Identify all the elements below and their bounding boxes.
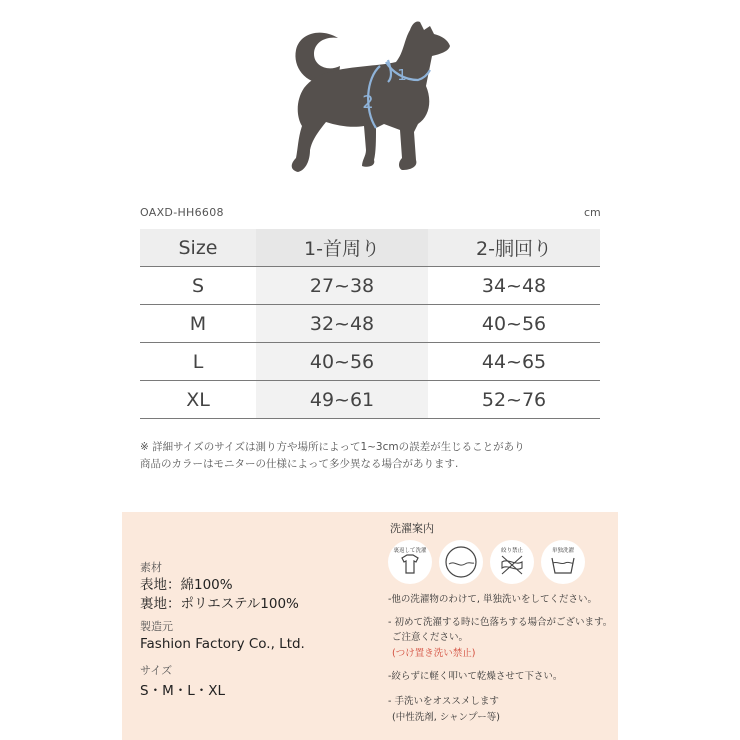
care-line: ご注意ください。: [392, 632, 469, 643]
size-table-header: [140, 229, 600, 267]
size-cell: M: [140, 305, 256, 343]
table-row: [140, 267, 600, 305]
neck-cell: 49~61: [256, 381, 428, 419]
hand-wash-icon: [388, 540, 432, 584]
chest-cell: 44~65: [428, 343, 600, 381]
care-line: - 手洗いをオススメします: [388, 696, 499, 707]
chest-cell: 34~48: [428, 267, 600, 305]
manufacturer-label: 製造元: [140, 620, 173, 633]
product-code: OAXD-HH6608: [140, 206, 224, 219]
material-label: 素材: [140, 561, 162, 574]
neck-marker: 1: [397, 66, 407, 84]
size-cell: S: [140, 267, 256, 305]
material-outer: 表地：綿100%: [140, 577, 233, 593]
material-lining: 裏地：ポリエステル100%: [140, 596, 299, 612]
icon-caption: ドライ: [452, 552, 470, 559]
size-cell: XL: [140, 381, 256, 419]
neck-cell: 27~38: [256, 267, 428, 305]
sizes-label: サイズ: [140, 664, 173, 677]
size-notes: [140, 439, 525, 473]
no-wring-icon: [490, 540, 534, 584]
chest-cell: 52~76: [428, 381, 600, 419]
neck-cell: 40~56: [256, 343, 428, 381]
size-table: [140, 229, 600, 419]
sizes-value: S・M・L・XL: [140, 683, 226, 699]
chest-cell: 40~56: [428, 305, 600, 343]
note-line: ※ 詳細サイズのサイズは測り方や場所によって1~3cmの誤差が生じることがあり: [140, 441, 525, 453]
table-row: [140, 381, 600, 419]
hand-wash-basin-icon: [541, 540, 585, 584]
manufacturer-value: Fashion Factory Co., Ltd.: [140, 636, 305, 652]
icon-caption: 絞り禁止: [500, 548, 523, 554]
dry-clean-icon: [439, 540, 483, 584]
header-size: Size: [140, 229, 256, 267]
table-row: [140, 343, 600, 381]
dog-measurement-diagram: [0, 0, 740, 190]
care-line: -絞らずに軽く叩いて乾燥させて下さい。: [388, 671, 563, 682]
size-cell: L: [140, 343, 256, 381]
chest-marker: 2: [362, 92, 374, 113]
care-line: (中性洗剤, シャンプー等): [392, 712, 500, 723]
product-info-panel: [122, 512, 618, 740]
care-line: - 初めて洗濯する時に色落ちする場合がございます。: [388, 617, 613, 628]
icon-caption: 裏返して洗濯: [393, 548, 427, 554]
note-line: 商品のカラーはモニターの仕様によって多少異なる場合があります.: [140, 458, 459, 470]
header-chest: 2-胴回り: [428, 229, 600, 267]
neck-cell: 32~48: [256, 305, 428, 343]
unit-label: cm: [584, 206, 601, 219]
table-row: [140, 305, 600, 343]
care-line: -他の洗濯物のわけて, 単独洗いをしてください。: [388, 594, 597, 605]
care-warning: (つけ置き洗い禁止): [392, 648, 476, 659]
care-title: 洗濯案内: [390, 522, 434, 535]
header-neck: 1-首周り: [256, 229, 428, 267]
icon-caption: 単独洗濯: [551, 548, 574, 554]
